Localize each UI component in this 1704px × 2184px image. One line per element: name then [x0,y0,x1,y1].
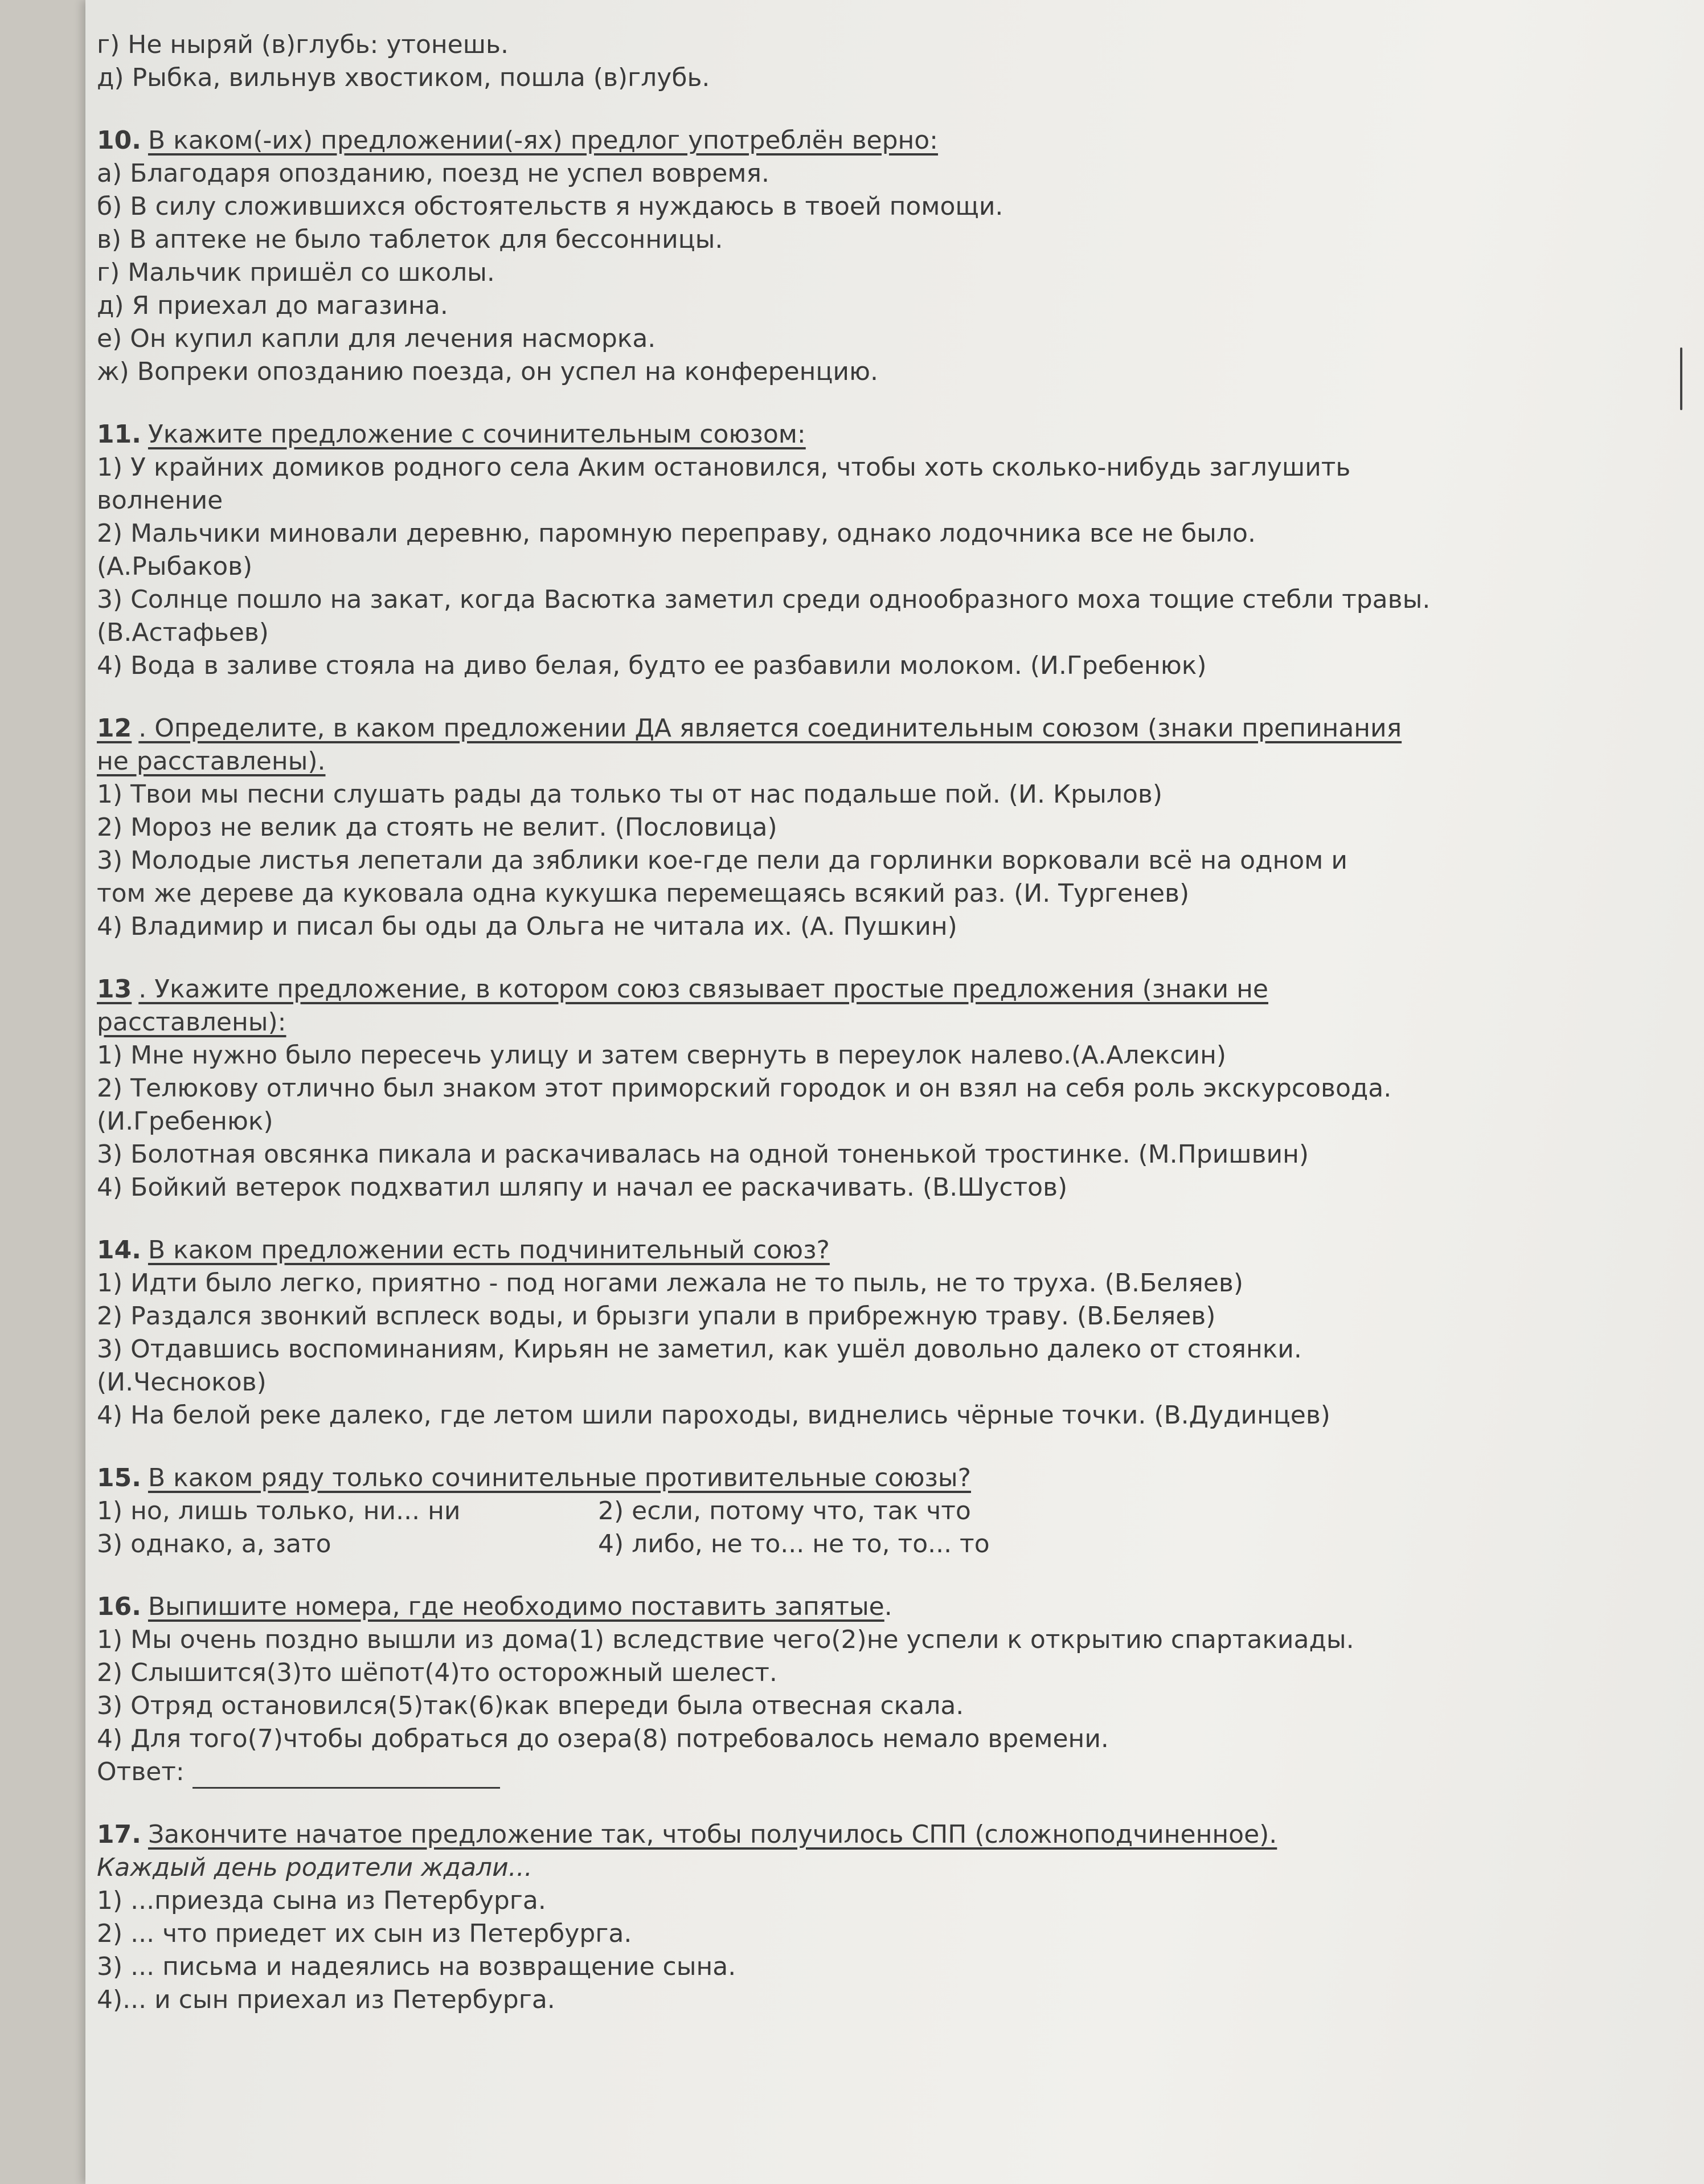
question-12 [97,712,1555,943]
question-text: Закончите начатое предложение так, чтобы получилось СПП (сложноподчиненное). [148,1820,1277,1849]
question-title [97,124,1555,157]
option-line: 1) У крайних домиков родного села Аким остановился, чтобы хоть сколько-нибудь заглушить [97,453,1351,482]
question-title [97,1818,1555,1851]
option-line: 2) Мальчики миновали деревню, паромную переправу, однако лодочника все не было. [97,519,1256,548]
question-number: 16. [97,1592,141,1621]
question-13 [97,973,1555,1204]
question-title [97,1234,1555,1267]
question-text: Укажите предложение с сочинительным союзом: [148,420,806,449]
option-line: 3) Отдавшись воспоминаниям, Кирьян не заметил, как ушёл довольно далеко от стоянки. [97,1335,1302,1364]
option-line: 2) ... что приедет их сын из Петербурга. [97,1919,632,1948]
option-line: г) Не ныряй (в)глубь: утонешь. [97,30,509,59]
question-text-end: . [884,1592,892,1621]
question-text: Выпишите номера, где необходимо поставить запятые [148,1592,884,1621]
options-row [97,1528,1555,1561]
option-line: 1) ...приезда сына из Петербурга. [97,1886,546,1915]
option-line: 4) либо, не то... не то, то... то [598,1529,990,1559]
answer-label: Ответ: [97,1757,185,1786]
option-line: в) В аптеке не было таблеток для бессонницы. [97,225,723,254]
question-text: . Определите, в каком предложении ДА является соединительным союзом (знаки препинания [138,714,1402,743]
option-line: 3) однако, а, зато [97,1529,331,1559]
question-text: В каком ряду только сочинительные противительные союзы? [148,1463,971,1492]
option-line: 4) Владимир и писал бы оды да Ольга не читала их. (А. Пушкин) [97,912,957,941]
option-line: 3) Болотная овсянка пикала и раскачивалась на одной тоненькой тростинке. (М.Пришвин) [97,1140,1309,1169]
option-line: 4) Бойкий ветерок подхватил шляпу и начал ее раскачивать. (В.Шустов) [97,1173,1068,1202]
option-line: 1) Твои мы песни слушать рады да только ты от нас подальше пой. (И. Крылов) [97,780,1162,809]
option-line: г) Мальчик пришёл со школы. [97,258,495,287]
option-line: 2) Раздался звонкий всплеск воды, и брызги упали в прибрежную траву. (В.Беляев) [97,1302,1216,1331]
question-title [97,1590,1555,1623]
option-line: е) Он купил капли для лечения насморка. [97,324,656,353]
option-line: д) Рыбка, вильнув хвостиком, пошла (в)глубь. [97,63,710,92]
question-text-continued: расставлены): [97,1008,286,1037]
question-number: 14. [97,1236,141,1265]
question-14 [97,1234,1555,1432]
pen-mark [1680,347,1682,410]
answer-blank-line[interactable] [192,1764,500,1789]
worksheet [97,28,1555,2017]
option-line: 1) Идти было легко, приятно - под ногами лежала не то пыль, не то труха. (В.Беляев) [97,1269,1243,1298]
option-line: 4)... и сын приехал из Петербурга. [97,1985,555,2014]
option-line: (И.Чесноков) [97,1368,267,1397]
option-line: том же дереве да куковала одна кукушка перемещаясь всякий раз. (И. Тургенев) [97,879,1190,908]
sentence-prompt: Каждый день родители ждали... [97,1853,532,1882]
option-line: б) В силу сложившихся обстоятельств я нуждаюсь в твоей помощи. [97,192,1003,221]
question-text: В каком(-их) предложении(-ях) предлог употреблён верно: [148,126,939,155]
question-title [97,973,1555,1006]
option-line: 3) Отряд остановился(5)так(6)как впереди была отвесная скала. [97,1691,964,1720]
option-line: волнение [97,486,223,515]
question-text: . Укажите предложение, в котором союз связывает простые предложения (знаки не [138,975,1268,1004]
option-line: 2) если, потому что, так что [598,1496,971,1525]
option-line: а) Благодаря опозданию, поезд не успел вовремя. [97,159,769,188]
question-number: 17. [97,1820,141,1849]
question-number: 10. [97,126,141,155]
question-number: 12 [97,714,132,743]
question-text: В каком предложении есть подчинительный союз? [148,1236,830,1265]
option-line: 4) Вода в заливе стояла на диво белая, будто ее разбавили молоком. (И.Гребенюк) [97,651,1207,680]
option-line: 4) На белой реке далеко, где летом шили пароходы, виднелись чёрные точки. (В.Дудинцев) [97,1401,1330,1430]
question-15 [97,1462,1555,1561]
option-line: 1) но, лишь только, ни... ни [97,1496,461,1525]
option-line: 2) Телюкову отлично был знаком этот приморский городок и он взял на себя роль экскурсовода. [97,1074,1392,1103]
question-text-continued: не расставлены). [97,747,326,776]
question-16 [97,1590,1555,1789]
option-line: (В.Астафьев) [97,618,269,647]
question-number: 11. [97,420,141,449]
option-line: 2) Мороз не велик да стоять не велит. (Пословица) [97,813,777,842]
options-row [97,1495,1555,1528]
option-line: 1) Мне нужно было пересечь улицу и затем свернуть в переулок налево.(А.Алексин) [97,1041,1227,1070]
question-number: 13 [97,975,132,1004]
option-line: 1) Мы очень поздно вышли из дома(1) вследствие чего(2)не успели к открытию спартакиады. [97,1625,1354,1654]
option-line: (И.Гребенюк) [97,1107,273,1136]
question-10 [97,124,1555,388]
previous-question-tail [97,28,1555,95]
question-title [97,418,1555,451]
option-line: 3) Солнце пошло на закат, когда Васютка заметил среди однообразного моха тощие стебли травы. [97,585,1431,614]
answer-row [97,1756,1555,1789]
option-line: (А.Рыбаков) [97,552,253,581]
option-line: 2) Слышится(3)то шёпот(4)то осторожный шелест. [97,1658,777,1687]
option-line: 3) ... письма и надеялись на возвращение сына. [97,1952,736,1981]
question-number: 15. [97,1463,141,1492]
question-title [97,1462,1555,1495]
question-17 [97,1818,1555,2017]
option-line: д) Я приехал до магазина. [97,291,448,320]
question-11 [97,418,1555,682]
option-line: 3) Молодые листья лепетали да зяблики кое-где пели да горлинки ворковали всё на одном и [97,846,1347,875]
option-line: 4) Для того(7)чтобы добраться до озера(8) потребовалось немало времени. [97,1724,1109,1753]
option-line: ж) Вопреки опозданию поезда, он успел на конференцию. [97,357,878,386]
question-title [97,712,1555,745]
